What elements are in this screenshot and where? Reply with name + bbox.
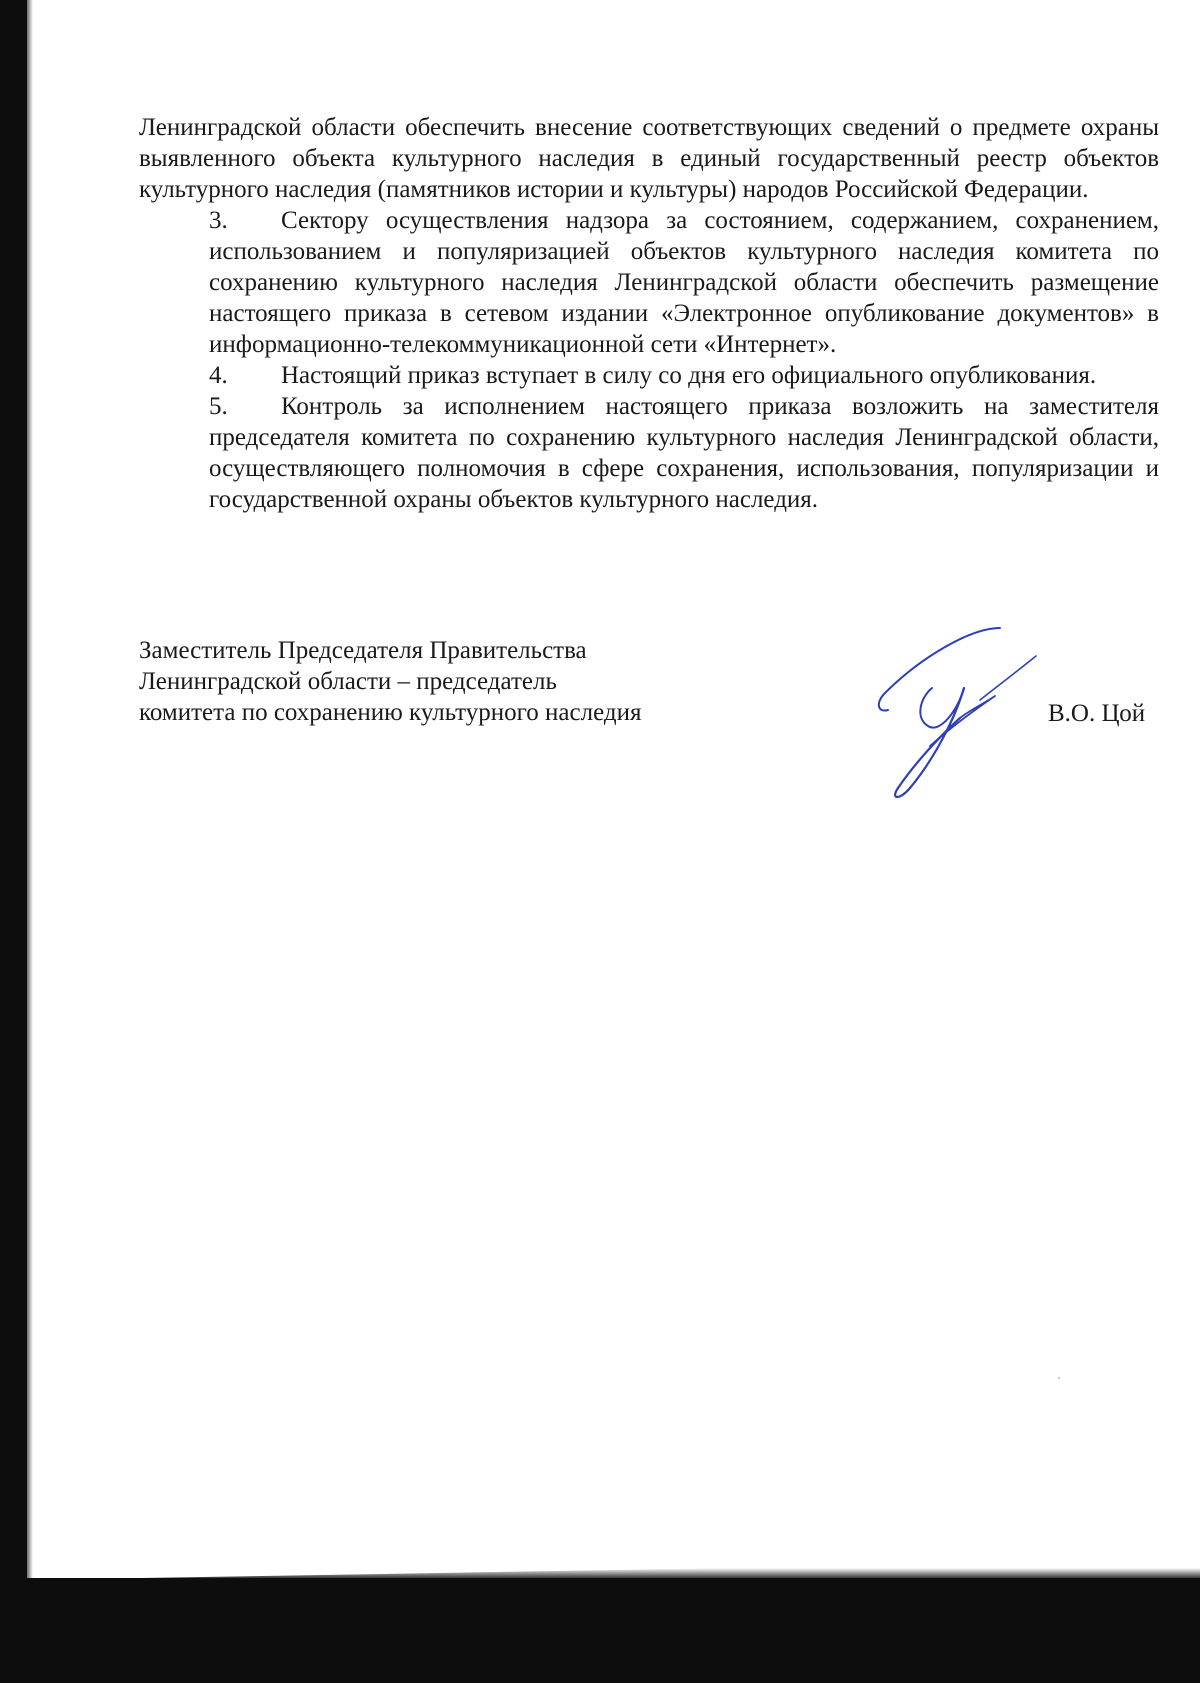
item-number: 4. xyxy=(209,362,228,389)
signature-stroke xyxy=(980,656,1036,700)
signatory-title-line: Заместитель Председателя Правительства xyxy=(139,637,587,664)
item-4 xyxy=(139,360,1159,391)
signature-stroke xyxy=(930,696,995,746)
scan-bottom-border xyxy=(0,1578,1200,1683)
signature-stroke xyxy=(895,688,964,797)
scan-left-border xyxy=(0,0,27,1683)
item-5 xyxy=(139,391,1159,515)
handwritten-signature xyxy=(860,618,1050,808)
signatory-title xyxy=(139,635,641,728)
item-3 xyxy=(139,205,1159,360)
item-text: Настоящий приказ вступает в силу со дня его официального опубликования. xyxy=(281,362,1097,389)
signatory-name: В.О. Цой xyxy=(1048,700,1146,727)
scan-left-shadow xyxy=(27,0,33,1683)
item-text: Сектору осуществления надзора за состоянием, содержанием, сохранением, использованием и популяризацией объектов культурного наследия комитета по сохранению культурного наследия Ленинградской области обеспечить размещение настоящего приказа в сетевом издании «Электронное опубликование документов» в информационно-телекоммуникационной сети «Интернет». xyxy=(209,207,1159,358)
item-number: 5. xyxy=(209,393,228,420)
scan-bottom-slope xyxy=(27,1560,1200,1580)
item-text: Контроль за исполнением настоящего приказа возложить на заместителя председателя комитета по сохранению культурного наследия Ленинградской области, осуществляющего полномочия в сфере сохранения, использования, популяризации и государственной охраны объектов культурного наследия. xyxy=(209,393,1159,513)
scan-speck xyxy=(1058,1377,1060,1379)
signatory-title-line: комитета по сохранению культурного наследия xyxy=(139,699,642,726)
intro-paragraph: Ленинградской области обеспечить внесение соответствующих сведений о предмете охраны выявленного объекта культурного наследия в единый государственный реестр объектов культурного наследия (памятников истории и культуры) народов Российской Федерации. xyxy=(139,114,1159,203)
document-body xyxy=(139,112,1159,515)
item-number: 3. xyxy=(209,207,228,234)
signatory-title-line: Ленинградской области – председатель xyxy=(139,668,557,695)
